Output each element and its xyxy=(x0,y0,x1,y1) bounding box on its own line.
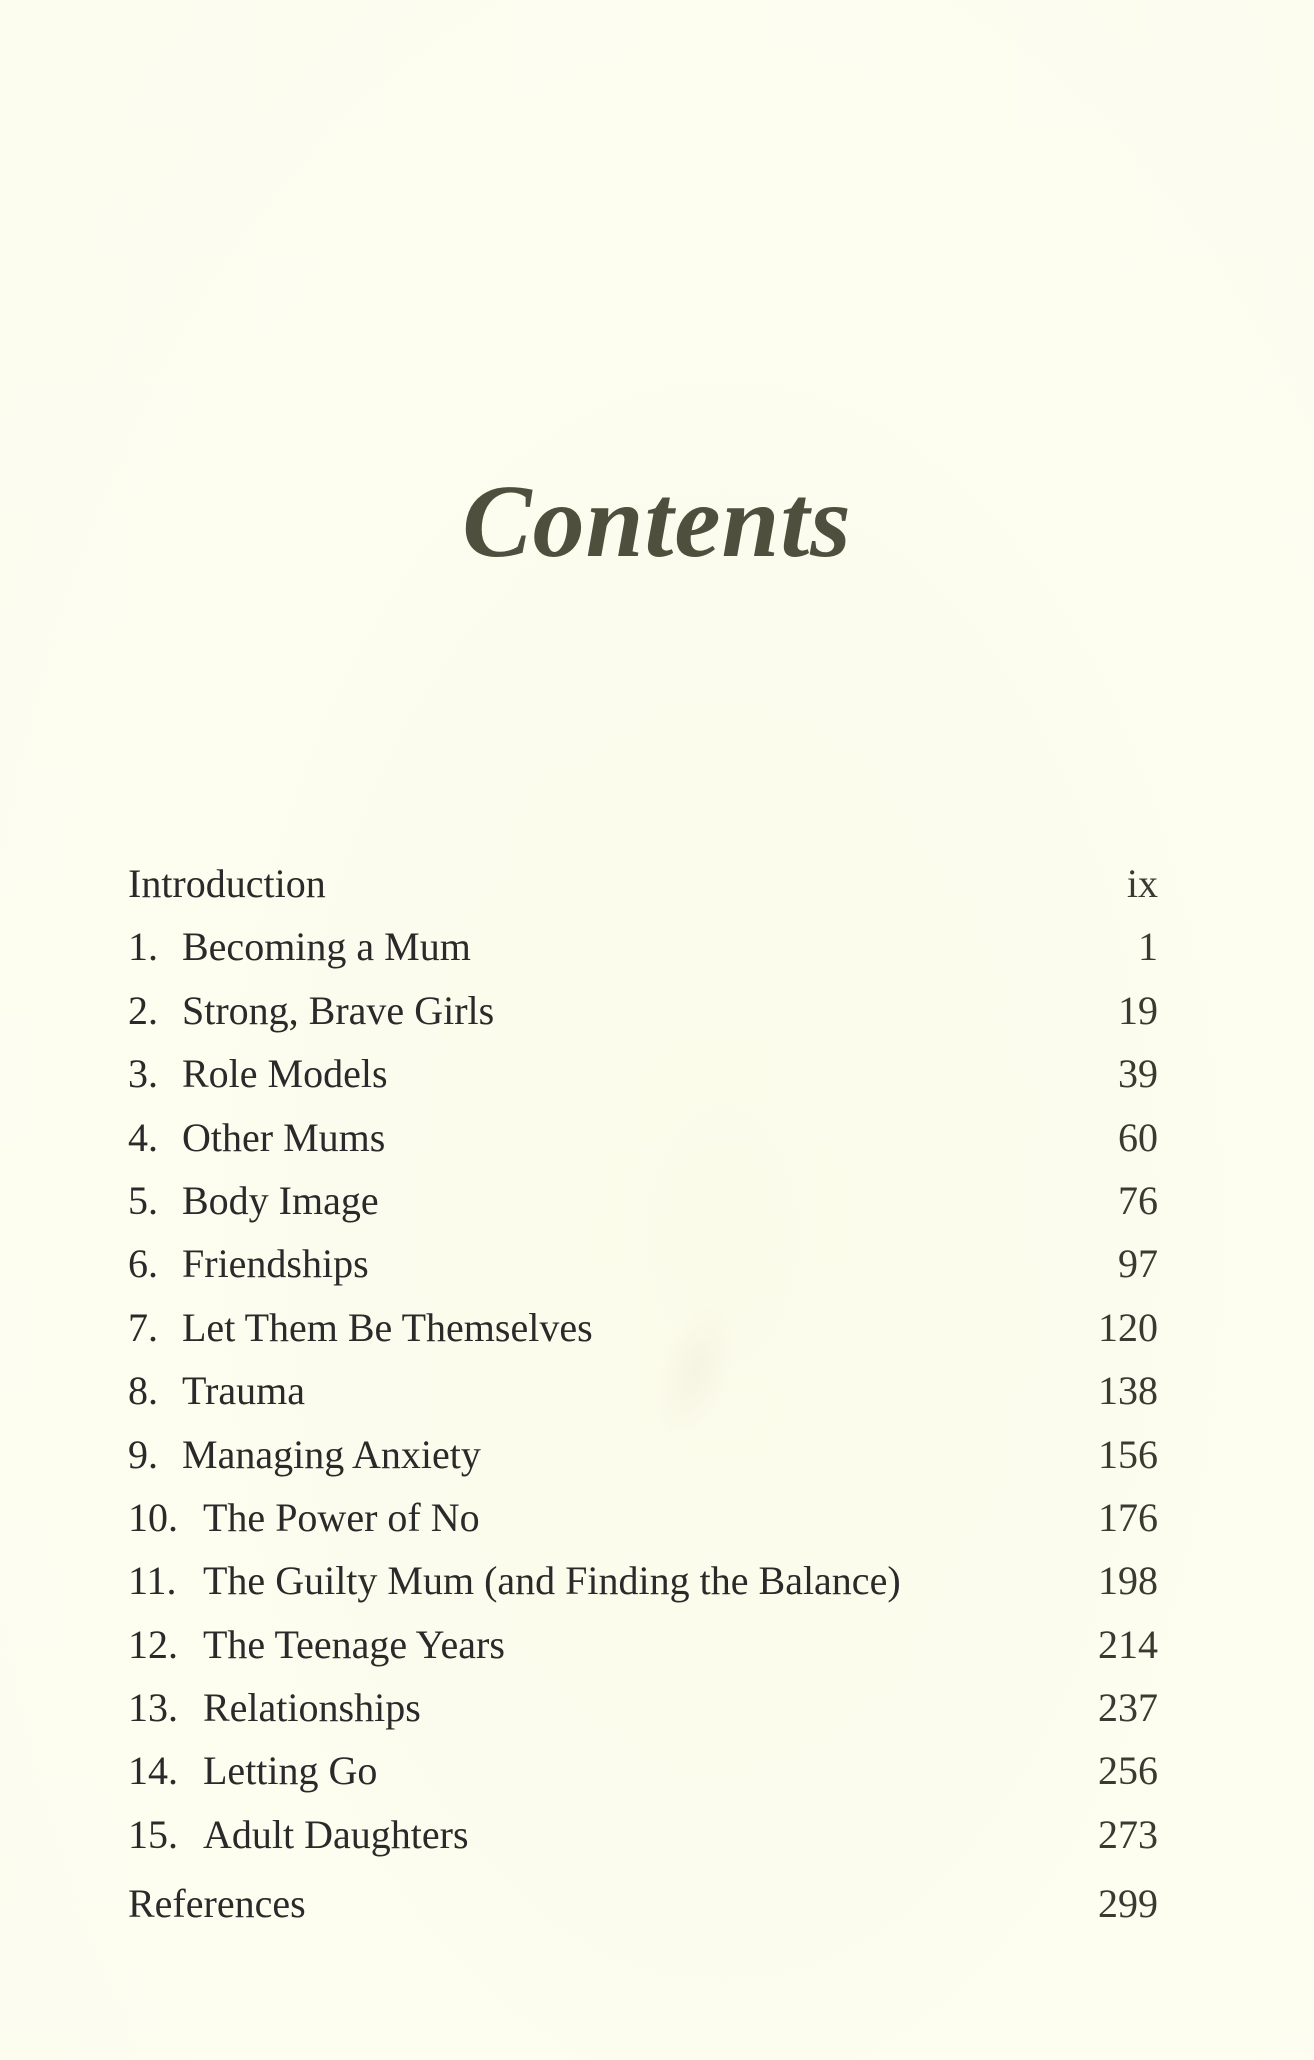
toc-entry-page: 273 xyxy=(1098,1811,1158,1857)
page-title: Contents xyxy=(462,463,852,579)
toc-entry-number: 7. xyxy=(128,1304,158,1350)
toc-entry-number: 10. xyxy=(128,1494,178,1540)
toc-entry-page: 76 xyxy=(1118,1177,1158,1223)
toc-entry-page: 138 xyxy=(1098,1368,1158,1414)
toc-entry-label: Becoming a Mum xyxy=(182,924,471,970)
toc-entry-introduction xyxy=(128,852,1158,915)
toc-entry-chapter-10 xyxy=(128,1486,1158,1549)
toc-entry-number: 1. xyxy=(128,924,158,970)
toc-entry-label: Other Mums xyxy=(182,1114,386,1160)
toc-entry-page: 156 xyxy=(1098,1431,1158,1477)
toc-entry-number: 8. xyxy=(128,1368,158,1414)
toc-entry-label: Strong, Brave Girls xyxy=(182,987,495,1033)
toc-entry-chapter-3 xyxy=(128,1042,1158,1105)
toc-entry-page: 237 xyxy=(1098,1685,1158,1731)
toc-entry-chapter-13 xyxy=(128,1676,1158,1739)
toc-entry-label: Relationships xyxy=(203,1685,421,1731)
toc-entry-page: 19 xyxy=(1118,987,1158,1033)
toc-entry-number: 11. xyxy=(128,1558,177,1604)
toc-entry-chapter-1 xyxy=(128,915,1158,978)
toc-entry-chapter-7 xyxy=(128,1296,1158,1359)
toc-entry-label: Let Them Be Themselves xyxy=(182,1304,593,1350)
table-of-contents xyxy=(128,852,1158,1935)
toc-entry-page: 97 xyxy=(1118,1241,1158,1287)
toc-entry-page: 120 xyxy=(1098,1304,1158,1350)
toc-entry-page: 60 xyxy=(1118,1114,1158,1160)
toc-entry-chapter-12 xyxy=(128,1613,1158,1676)
toc-entry-number: 6. xyxy=(128,1241,158,1287)
toc-entry-chapter-11 xyxy=(128,1549,1158,1612)
toc-entry-chapter-4 xyxy=(128,1106,1158,1169)
toc-entry-label: The Teenage Years xyxy=(203,1621,505,1667)
toc-entry-number: 15. xyxy=(128,1811,178,1857)
toc-entry-page: ix xyxy=(1126,861,1158,906)
toc-entry-number: 14. xyxy=(128,1748,178,1794)
toc-entry-label: Trauma xyxy=(182,1368,305,1414)
toc-entry-page: 1 xyxy=(1138,924,1158,970)
toc-entry-number: 13. xyxy=(128,1685,178,1731)
toc-entry-chapter-6 xyxy=(128,1232,1158,1295)
toc-entry-label: The Power of No xyxy=(203,1494,480,1540)
toc-entry-references xyxy=(128,1866,1158,1935)
toc-entry-page: 299 xyxy=(1098,1881,1158,1927)
toc-entry-number: 3. xyxy=(128,1051,158,1097)
toc-entry-label: References xyxy=(128,1881,306,1927)
toc-entry-chapter-9 xyxy=(128,1423,1158,1486)
toc-entry-label: Role Models xyxy=(182,1051,388,1097)
toc-entry-page: 256 xyxy=(1098,1748,1158,1794)
toc-entry-label: Adult Daughters xyxy=(203,1811,469,1857)
toc-entry-chapter-5 xyxy=(128,1169,1158,1232)
toc-entry-number: 5. xyxy=(128,1177,158,1223)
toc-entry-page: 198 xyxy=(1098,1558,1158,1604)
toc-entry-chapter-14 xyxy=(128,1739,1158,1802)
toc-entry-number: 4. xyxy=(128,1114,158,1160)
toc-entry-number: 12. xyxy=(128,1621,178,1667)
toc-entry-label: Letting Go xyxy=(203,1748,378,1794)
toc-entry-label: Managing Anxiety xyxy=(182,1431,481,1477)
toc-entry-label: Body Image xyxy=(182,1177,379,1223)
toc-entry-page: 39 xyxy=(1118,1051,1158,1097)
toc-entry-chapter-2 xyxy=(128,979,1158,1042)
toc-entry-label: Friendships xyxy=(182,1241,369,1287)
toc-entry-chapter-15 xyxy=(128,1803,1158,1866)
toc-entry-chapter-8 xyxy=(128,1359,1158,1422)
toc-entry-number: 9. xyxy=(128,1431,158,1477)
toc-entry-label: The Guilty Mum (and Finding the Balance) xyxy=(203,1558,901,1604)
toc-entry-label: Introduction xyxy=(128,861,326,906)
toc-entry-page: 176 xyxy=(1098,1494,1158,1540)
toc-entry-page: 214 xyxy=(1098,1621,1158,1667)
toc-entry-number: 2. xyxy=(128,987,158,1033)
